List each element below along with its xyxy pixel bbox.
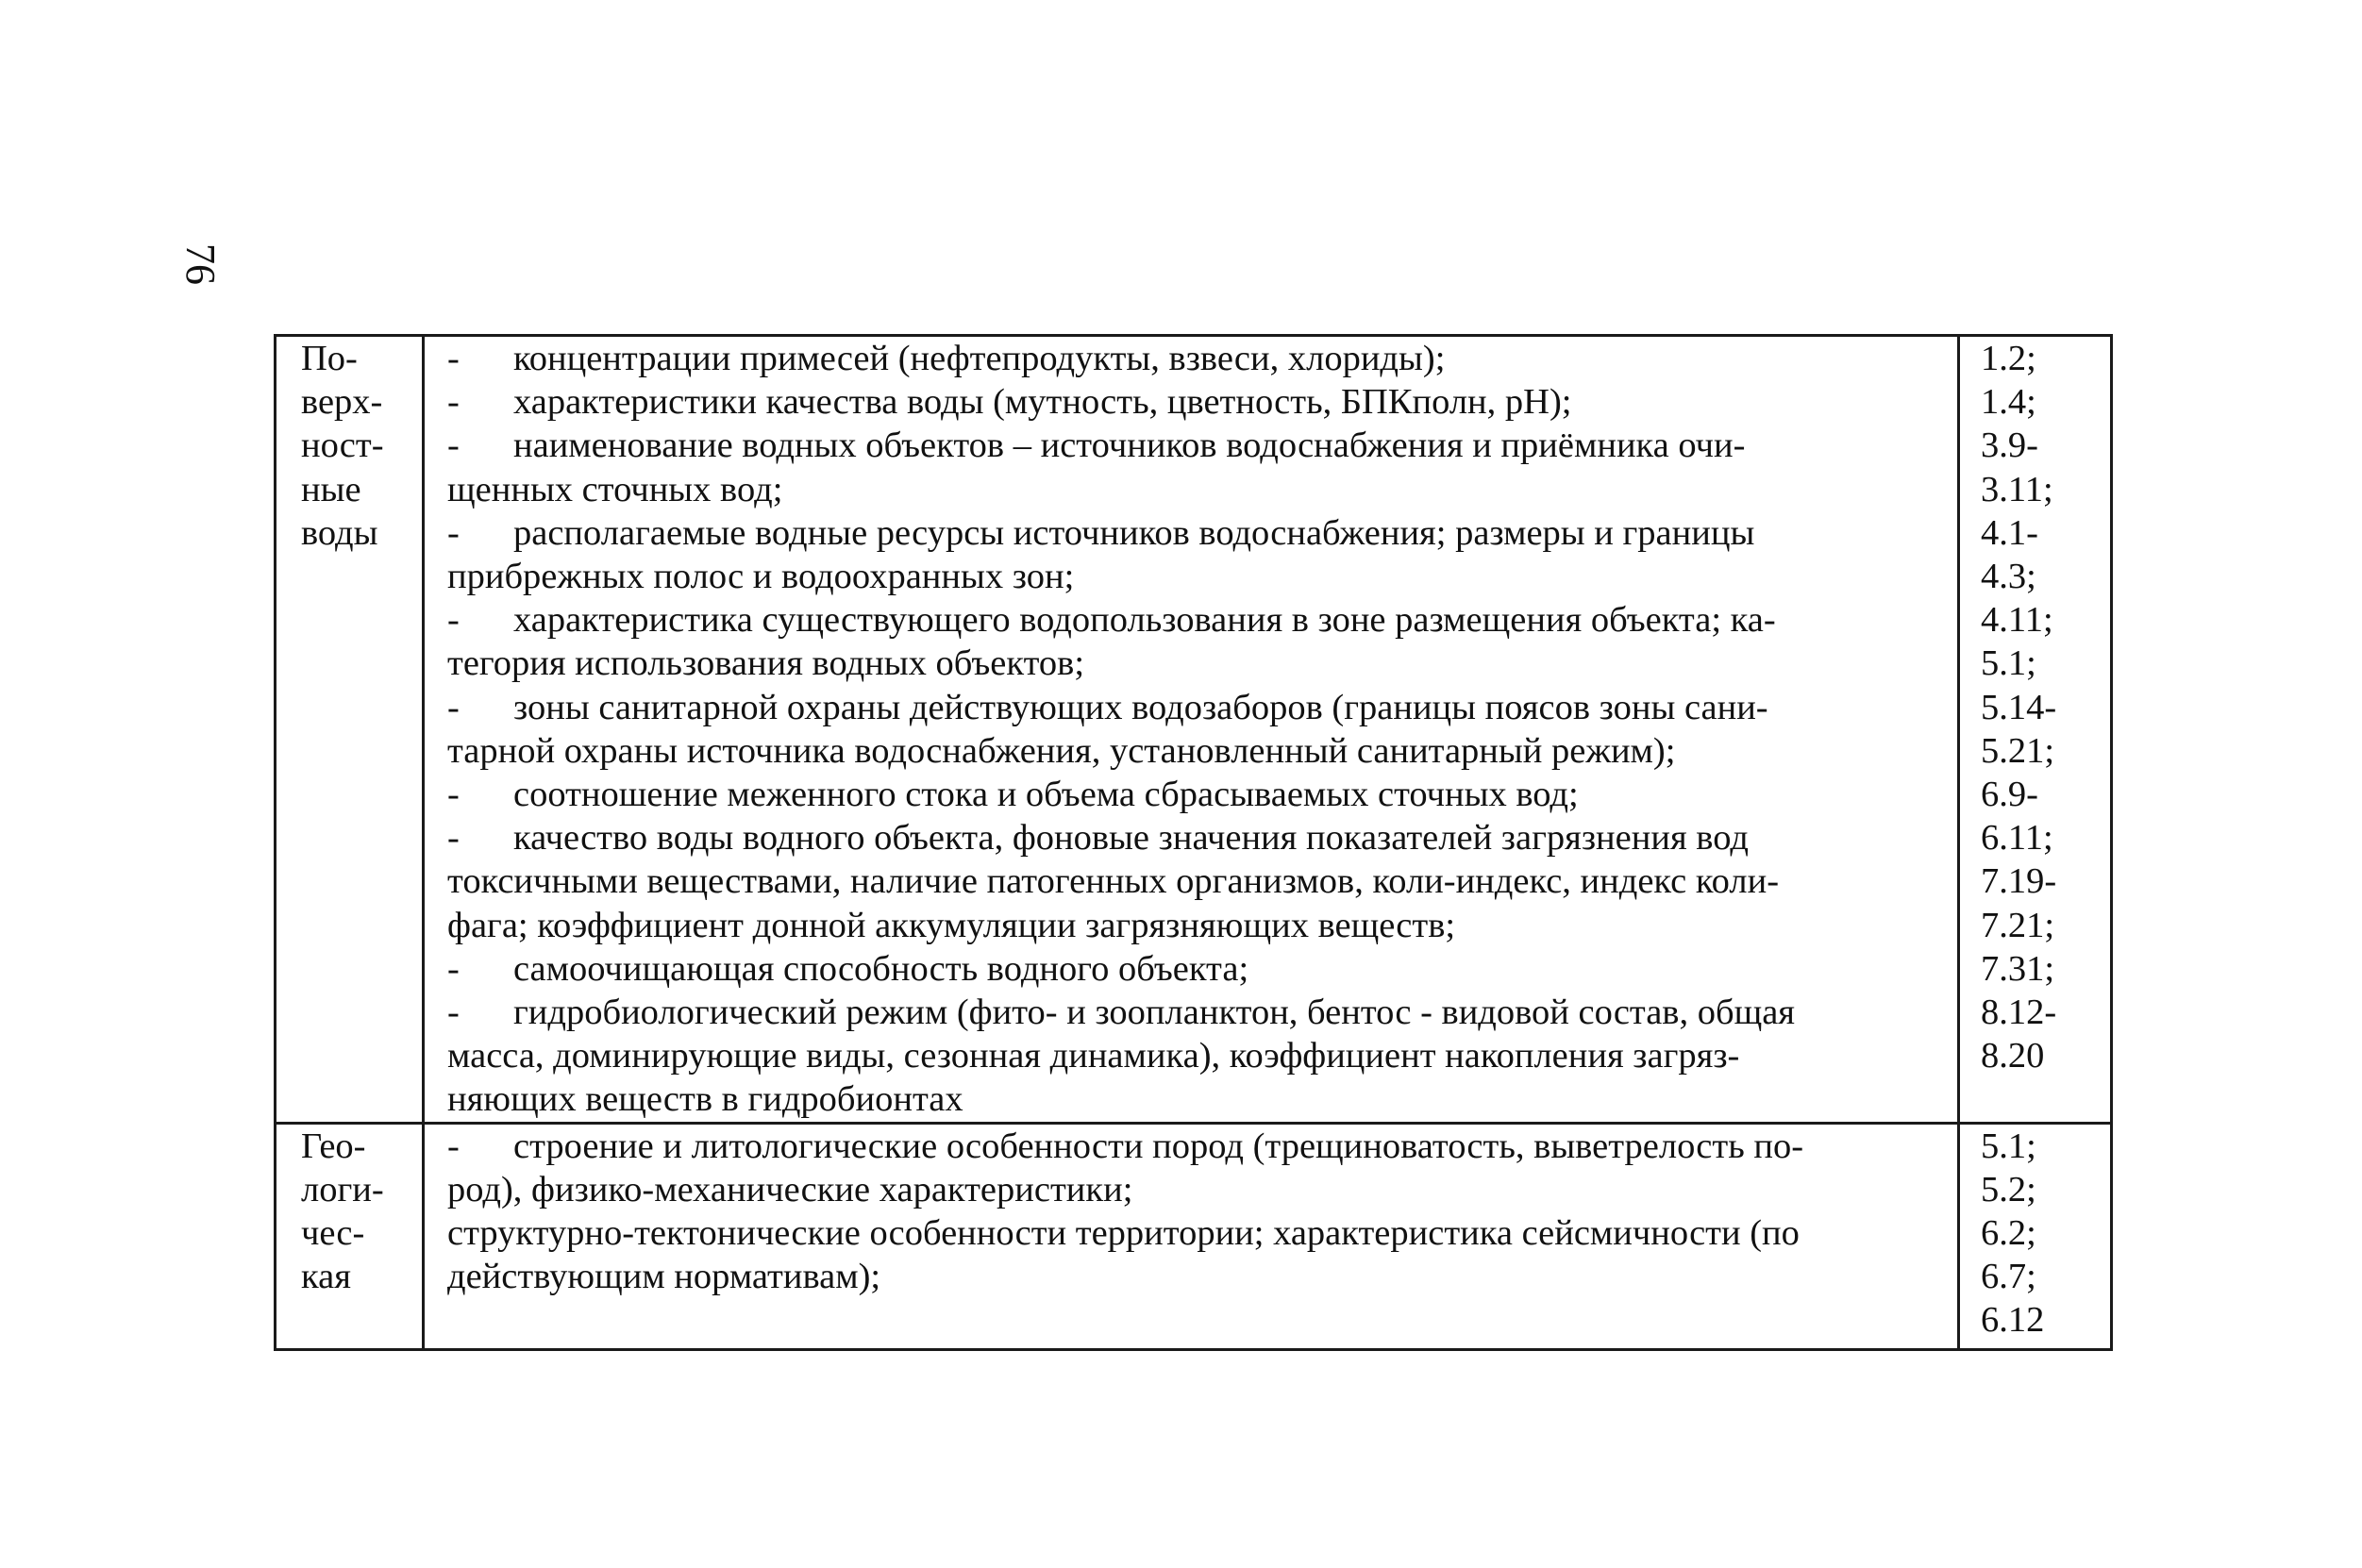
item-text: самоочищающая способность водного объекта; <box>513 948 1249 989</box>
list-item <box>447 424 1936 510</box>
item-text: концентрации примесей (нефтепродукты, взвеси, хлориды); <box>513 339 1446 378</box>
reference-line: 6.11; <box>1981 818 2053 859</box>
list-item <box>447 686 1936 773</box>
reference-line: 7.19- <box>1981 861 2057 902</box>
dash-marker: - <box>447 1126 460 1166</box>
category-line: По- <box>301 339 358 378</box>
table-row-surface-water <box>276 336 2112 1124</box>
table-row-geological <box>276 1123 2112 1349</box>
item-text-continuation: няющих веществ в гидробионтах <box>447 1079 963 1120</box>
item-text: характеристика существующего водопользования в зоне размещения объекта; ка- <box>513 600 1776 641</box>
list-item <box>447 337 1936 380</box>
reference-line: 4.3; <box>1981 557 2036 597</box>
list-item <box>447 947 1936 991</box>
dash-marker: - <box>447 512 460 553</box>
dash-marker: - <box>447 948 460 989</box>
item-text: характеристики качества воды (мутность, цветность, БПКполн, pH); <box>513 382 1572 423</box>
item-text: качество воды водного объекта, фоновые значения показателей загрязнения вод <box>513 818 1749 859</box>
reference-line: 5.1; <box>1981 643 2036 684</box>
item-text: соотношение меженного стока и объема сбрасываемых сточных вод; <box>513 775 1579 815</box>
dash-marker: - <box>447 339 460 378</box>
reference-line: 8.20 <box>1981 1036 2045 1076</box>
dash-marker: - <box>447 600 460 641</box>
list-item <box>447 1125 1936 1211</box>
reference-line: 5.21; <box>1981 730 2055 771</box>
item-text: строение и литологические особенности пород (трещиноватость, выветрелость по- <box>513 1126 1804 1166</box>
reference-line: 6.2; <box>1981 1213 2036 1254</box>
item-text-continuation: действующим нормативам); <box>447 1257 881 1297</box>
description-cell-surface-water <box>424 336 1959 1124</box>
category-line: Гео- <box>301 1126 366 1166</box>
list-item <box>447 773 1936 816</box>
category-line: кая <box>301 1257 351 1297</box>
category-cell-surface-water <box>276 336 424 1124</box>
item-text-continuation: тарной охраны источника водоснабжения, установленный санитарный режим); <box>447 730 1676 771</box>
dash-marker: - <box>447 775 460 815</box>
item-text-continuation: масса, доминирующие виды, сезонная динамика), коэффициент накопления загряз- <box>447 1036 1740 1076</box>
category-line: ност- <box>301 425 384 466</box>
reference-line: 7.21; <box>1981 905 2055 945</box>
item-text: наименование водных объектов – источников водоснабжения и приёмника очи- <box>513 425 1746 466</box>
reference-line: 1.2; <box>1981 339 2036 378</box>
reference-line: 5.1; <box>1981 1126 2036 1166</box>
dash-marker: - <box>447 818 460 859</box>
item-text-continuation: тегория использования водных объектов; <box>447 643 1085 684</box>
reference-line: 3.11; <box>1981 469 2053 509</box>
reference-line: 7.31; <box>1981 948 2055 989</box>
item-text: гидробиологический режим (фито- и зоопланктон, бентос - видовой состав, общая <box>513 993 1796 1033</box>
reference-line: 5.14- <box>1981 687 2057 727</box>
item-text-continuation: фага; коэффициент донной аккумуляции загрязняющих веществ; <box>447 905 1456 945</box>
list-item <box>447 816 1936 947</box>
category-line: чес- <box>301 1213 365 1254</box>
reference-line: 1.4; <box>1981 382 2036 423</box>
reference-line: 4.11; <box>1981 600 2053 641</box>
category-cell-geological <box>276 1123 424 1349</box>
dash-marker: - <box>447 993 460 1033</box>
reference-line: 8.12- <box>1981 993 2057 1033</box>
item-text: структурно-тектонические особенности территории; характеристика сейсмичности (по <box>447 1213 1800 1254</box>
dash-marker: - <box>447 687 460 727</box>
category-line: логи- <box>301 1169 384 1209</box>
item-text-continuation: токсичными веществами, наличие патогенных организмов, коли-индекс, индекс коли- <box>447 861 1780 902</box>
item-text-continuation: род), физико-механические характеристики; <box>447 1169 1133 1209</box>
reference-line: 6.7; <box>1981 1257 2036 1297</box>
category-line: воды <box>301 512 378 553</box>
dash-marker: - <box>447 425 460 466</box>
reference-line: 6.9- <box>1981 775 2038 815</box>
description-cell-geological <box>424 1123 1959 1349</box>
list-item <box>447 1211 1936 1298</box>
reference-cell-surface-water <box>1959 336 2112 1124</box>
item-text-continuation: прибрежных полос и водоохранных зон; <box>447 557 1075 597</box>
item-text-continuation: щенных сточных вод; <box>447 469 783 509</box>
reference-cell-geological <box>1959 1123 2112 1349</box>
list-item <box>447 598 1936 685</box>
requirements-table <box>274 334 2113 1351</box>
item-text: зоны санитарной охраны действующих водозаборов (границы поясов зоны сани- <box>513 687 1768 727</box>
list-item <box>447 991 1936 1122</box>
page-number: 76 <box>177 243 224 285</box>
category-line: верх- <box>301 382 383 423</box>
item-text: располагаемые водные ресурсы источников водоснабжения; размеры и границы <box>513 512 1755 553</box>
list-item <box>447 511 1936 598</box>
category-line: ные <box>301 469 361 509</box>
reference-line: 5.2; <box>1981 1169 2036 1209</box>
dash-marker: - <box>447 382 460 423</box>
list-item <box>447 380 1936 424</box>
reference-line: 3.9- <box>1981 425 2038 466</box>
reference-line: 4.1- <box>1981 512 2038 553</box>
reference-line: 6.12 <box>1981 1300 2045 1341</box>
